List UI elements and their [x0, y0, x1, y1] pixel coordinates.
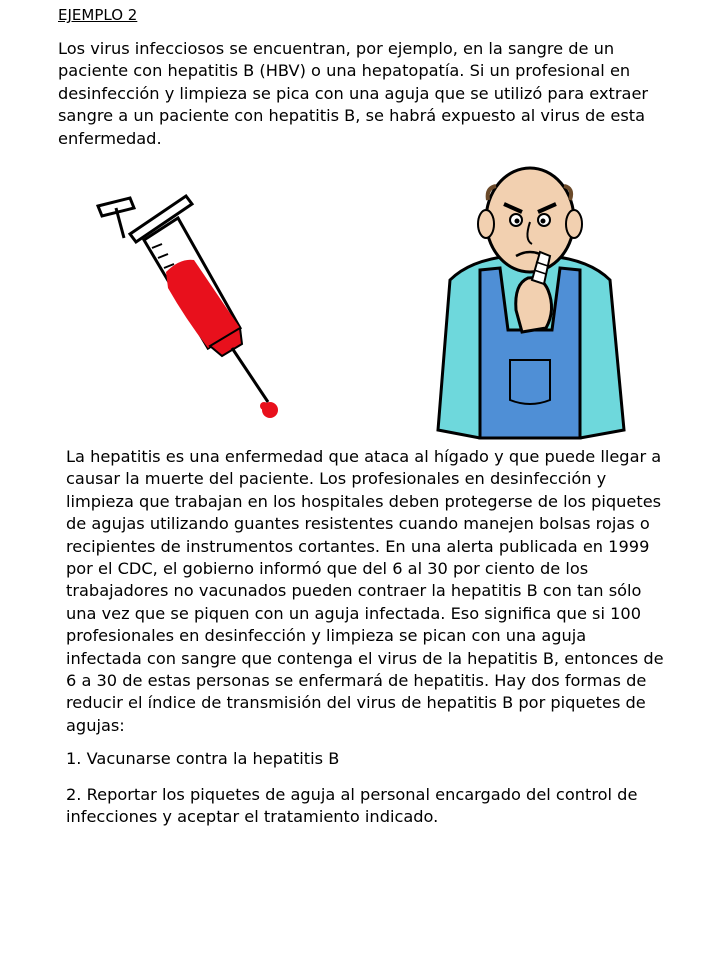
- syringe-icon: [90, 178, 290, 428]
- section-heading: EJEMPLO 2: [58, 6, 138, 24]
- injured-worker-icon: [430, 160, 630, 440]
- list-item-vaccinate: 1. Vacunarse contra la hepatitis B: [66, 749, 340, 768]
- body-paragraph: La hepatitis es una enfermedad que ataca al hígado y que puede llegar a causar la muerte del paciente. Los profesionales en desinfección y limpieza que trabajan en los hospitales deben protegerse de los piquetes de agujas utilizando guantes resistentes cuando manejen bolsas rojas o recipientes de instrumentos cortantes. En una alerta publicada en 1999 por el CDC, el gobierno informó que del 6 al 30 por ciento de los trabajadores no vacunados pueden contraer la hepatitis B con tan sólo una vez que se piquen con un aguja infectada. Eso significa que si 100 profesionales en desinfección y limpieza se pican con una aguja infectada con sangre que contenga el virus de la hepatitis B, entonces de 6 a 30 de estas personas se enfermará de hepatitis. Hay dos formas de reducir el índice de transmisión del virus de hepatitis B por piquetes de agujas:: [66, 447, 664, 735]
- intro-paragraph: Los virus infecciosos se encuentran, por ejemplo, en la sangre de un paciente con hepatitis B (HBV) o una hepatopatía. Si un profesional en desinfección y limpieza se pica con una aguja que se utilizó para extraer sangre a un paciente con hepatitis B, se habrá expuesto al virus de esta enfermedad.: [58, 39, 649, 148]
- list-item-report: 2. Reportar los piquetes de aguja al personal encargado del control de infecciones y aceptar el tratamiento indicado.: [66, 785, 638, 827]
